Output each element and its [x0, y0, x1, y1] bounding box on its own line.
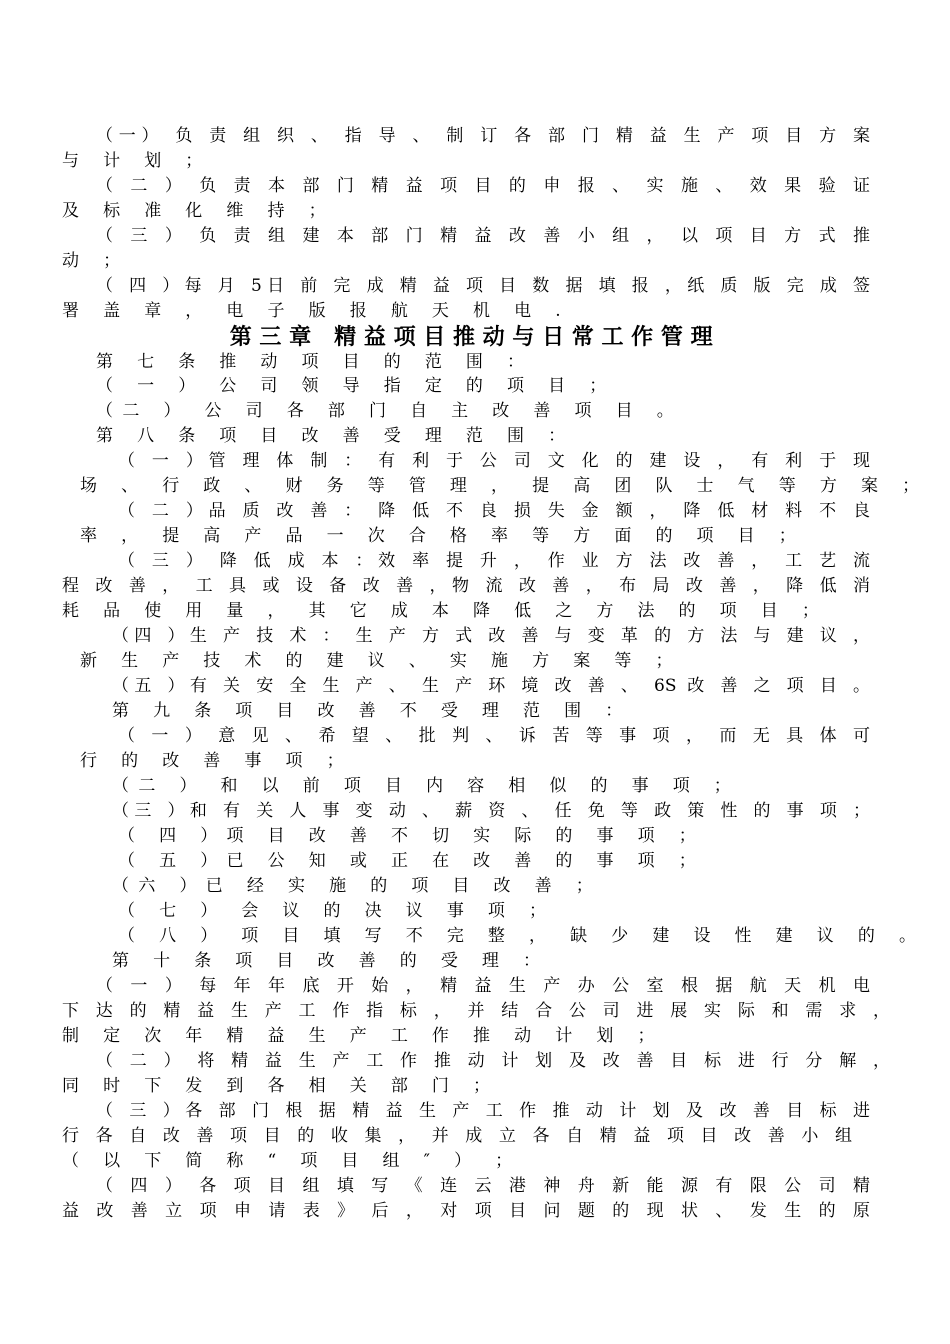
text-line: （四 ）生 产 技 术 ： 生 产 方 式 改 善 与 变 革 的 方 法 与 建 议 ， — [112, 626, 870, 646]
article-heading: 第 十 条 项 目 改 善 的 受 理 ： — [112, 951, 550, 971]
text-line: （ 一 ） 意 见 、 希 望 、 批 判 、 诉 苦 等 事 项 ， 而 无 具 体 可 — [118, 726, 870, 746]
text-line: 与 计 划 ； — [62, 151, 212, 171]
text-line: （ 五 ）已 公 知 或 正 在 改 善 的 事 项 ； — [118, 851, 706, 871]
text-line: （六 ）已 经 实 施 的 项 目 改 善 ； — [112, 876, 603, 896]
text-line: 率 ， 提 高 产 品 一 次 合 格 率 等 方 面 的 项 目 ； — [80, 526, 806, 546]
article-heading: 第 七 条 推 动 项 目 的 范 围 ： — [96, 352, 534, 372]
text-line: （ 三 ）各 部 门 根 据 精 益 生 产 工 作 推 动 计 划 及 改 善 目 标 进 — [96, 1101, 870, 1121]
text-line: （五 ）有 关 安 全 生 产 、 生 产 环 境 改 善 、 6S 改 善 之 项 目 。 — [112, 676, 870, 696]
text-line: （ 三 ） 负 责 组 建 本 部 门 精 益 改 善 小 组 ， 以 项 目 方 式 推 — [96, 226, 870, 246]
text-line: 下 达 的 精 益 生 产 工 作 指 标 ， 并 结 合 公 司 进 展 实 际 和 需 求 ， — [62, 1001, 890, 1021]
text-line: 行 的 改 善 事 项 ； — [80, 751, 353, 771]
text-line: 及 标 准 化 维 持 ； — [62, 201, 335, 221]
text-line: （二 ） 公 司 各 部 门 自 主 改 善 项 目 。 — [96, 401, 684, 421]
text-line: 制 定 次 年 精 益 生 产 工 作 推 动 计 划 ； — [62, 1026, 664, 1046]
text-line: （ 七 ） 会 议 的 决 议 事 项 ； — [118, 901, 556, 921]
text-line: 行 各 自 改 善 项 目 的 收 集 ， 并 成 立 各 自 精 益 项 目 改 善 小 组 — [62, 1126, 852, 1146]
text-line: （ 二 ） 将 精 益 生 产 工 作 推 动 计 划 及 改 善 目 标 进 行 分 解 ， — [96, 1051, 890, 1071]
text-line: （ 四 ）项 目 改 善 不 切 实 际 的 事 项 ； — [118, 826, 706, 846]
text-line: （ 四 ） 各 项 目 组 填 写 《 连 云 港 神 舟 新 能 源 有 限 公 司 精 — [96, 1176, 870, 1196]
text-line: （ 以 下 简 称 “ 项 目 组 ″ ） ； — [62, 1151, 522, 1171]
chapter-title: 第三章 精益项目推动与日常工作管理 — [229, 324, 721, 350]
article-heading: 第 九 条 项 目 改 善 不 受 理 范 围 ： — [112, 701, 632, 721]
text-line: （ 四 ）每 月 5日 前 完 成 精 益 项 目 数 据 填 报 ，纸 质 版 完 成 签 — [96, 276, 870, 296]
text-line: 益 改 善 立 项 申 请 表 》 后 ， 对 项 目 问 题 的 现 状 、 发 生 的 原 — [62, 1201, 870, 1221]
text-line: （ 一 ） 公 司 领 导 指 定 的 项 目 ； — [96, 376, 616, 396]
text-line: （ 三 ） 降 低 成 本 ：效 率 提 升 ， 作 业 方 法 改 善 ， 工 艺 流 — [118, 551, 870, 571]
text-line: （ 一 ）管 理 体 制 ： 有 利 于 公 司 文 化 的 建 设 ， 有 利 于 现 — [118, 451, 870, 471]
text-line: 程 改 善 ， 工 具 或 设 备 改 善 ，物 流 改 善 ， 布 局 改 善 ， 降 低 消 — [62, 576, 870, 596]
text-line: （ 二 ） 负 责 本 部 门 精 益 项 目 的 申 报 、 实 施 、 效 果 验 证 — [96, 176, 870, 196]
text-line: （ 八 ） 项 目 填 写 不 完 整 ， 缺 少 建 设 性 建 议 的 。 — [118, 926, 926, 946]
text-line: 耗 品 使 用 量 ， 其 它 成 本 降 低 之 方 法 的 项 目 ； — [62, 601, 829, 621]
text-line: （ 一 ） 每 年 年 底 开 始 ， 精 益 生 产 办 公 室 根 据 航 天 机 电 — [96, 976, 870, 996]
text-line: （二 ） 和 以 前 项 目 内 容 相 似 的 事 项 ； — [112, 776, 741, 796]
text-line: （一） 负 责 组 织 、 指 导 、 制 订 各 部 门 精 益 生 产 项 目 方 案 — [96, 126, 870, 146]
text-line: 署 盖 章 ， 电 子 版 报 航 天 机 电 . — [62, 301, 570, 321]
text-line: 新 生 产 技 术 的 建 议 、 实 施 方 案 等 ； — [80, 651, 682, 671]
text-line: （三 ）和 有 关 人 事 变 动 、 薪 资 、 任 免 等 政 策 性 的 事 项 ； — [112, 801, 870, 821]
text-line: 动 ； — [62, 251, 130, 271]
article-heading: 第 八 条 项 目 改 善 受 理 范 围 ： — [96, 426, 575, 446]
text-line: 同 时 下 发 到 各 相 关 部 门 ； — [62, 1076, 500, 1096]
text-line: 场 、 行 政 、 财 务 等 管 理 ， 提 高 团 队 士 气 等 方 案 ； — [80, 476, 929, 496]
text-line: （ 二 ）品 质 改 善 ： 降 低 不 良 损 失 金 额 ， 降 低 材 料 不 良 — [118, 501, 870, 521]
